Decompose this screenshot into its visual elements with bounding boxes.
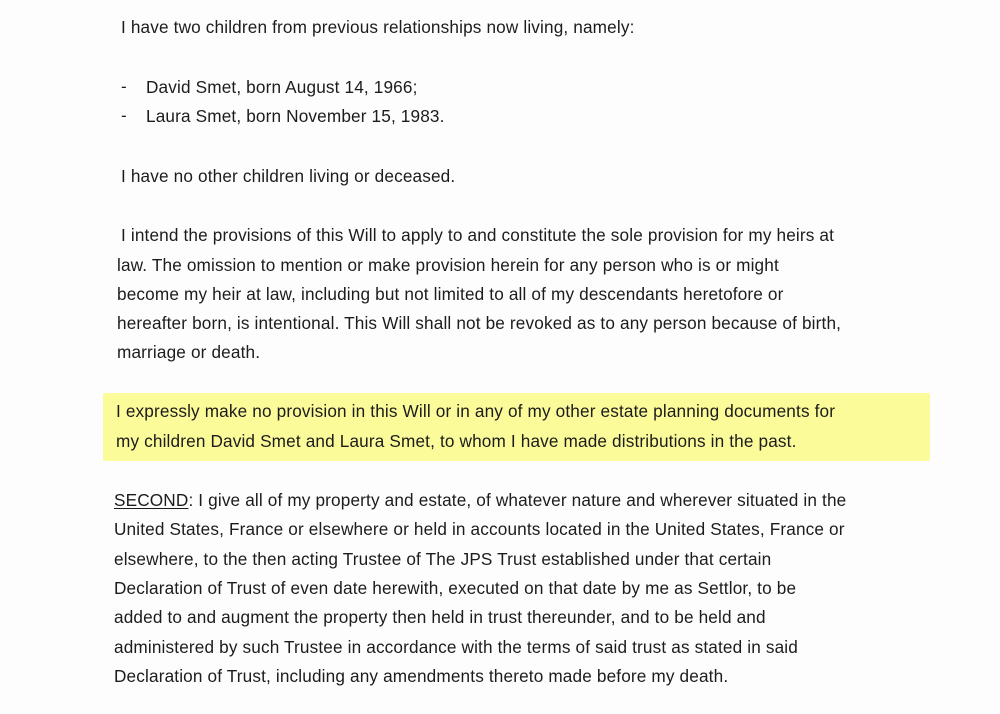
paragraph-line: Declaration of Trust, including any amendments thereto made before my death. xyxy=(114,666,729,686)
paragraph-line: hereafter born, is intentional. This Will shall not be revoked as to any person because of birth, xyxy=(117,313,842,333)
paragraph-line: I expressly make no provision in this Will or in any of my other estate planning documents for xyxy=(116,401,836,421)
paragraph-line: United States, France or elsewhere or held in accounts located in the United States, France or xyxy=(114,519,845,539)
list-dash: - xyxy=(121,77,127,96)
paragraph-line: law. The omission to mention or make provision herein for any person who is or might xyxy=(117,255,779,275)
paragraph-line: Declaration of Trust of even date herewith, executed on that date by me as Settlor, to be xyxy=(114,578,797,598)
paragraph-line: administered by such Trustee in accordance with the terms of said trust as stated in said xyxy=(114,637,798,657)
paragraph-line: marriage or death. xyxy=(117,342,261,362)
paragraph-line: added to and augment the property then held in trust thereunder, and to be held and xyxy=(114,607,766,627)
clause-text: : I give all of my property and estate, of whatever nature and wherever situated in the xyxy=(188,490,847,510)
list-item-child-2: Laura Smet, born November 15, 1983. xyxy=(146,106,445,126)
paragraph-line: I intend the provisions of this Will to apply to and constitute the sole provision for my heirs at xyxy=(121,225,835,245)
paragraph-line: elsewhere, to the then acting Trustee of The JPS Trust established under that certain xyxy=(114,549,772,569)
list-dash: - xyxy=(121,106,127,125)
intro-paragraph: I have two children from previous relationships now living, namely: xyxy=(121,17,635,37)
no-other-children-paragraph: I have no other children living or deceased. xyxy=(121,166,456,186)
paragraph-line xyxy=(114,489,846,511)
paragraph-line: become my heir at law, including but not limited to all of my descendants heretofore or xyxy=(117,284,784,304)
paragraph-line: my children David Smet and Laura Smet, to whom I have made distributions in the past. xyxy=(116,431,797,451)
clause-heading: SECOND xyxy=(114,490,189,510)
list-item-child-1: David Smet, born August 14, 1966; xyxy=(146,77,418,97)
